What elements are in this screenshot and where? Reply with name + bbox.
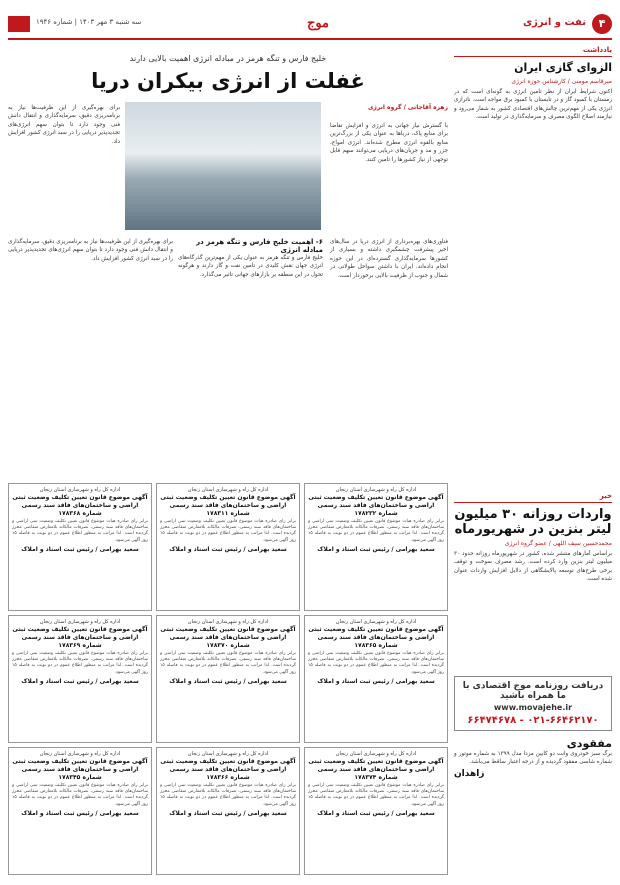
notice-org: اداره کل راه و شهرسازی استان زنجان (335, 619, 417, 625)
notice-body: برابر رای صادره هیات موضوع قانون تعیین تکلیف وضعیت ثبتی اراضی و ساختمان‌های فاقد سند رسمی، تصرفات مالکانه بلامعارض متقاضی محرز گردیده است. لذا مراتب به منظور اطلاع عموم در دو نوبت به فاصله ۱۵ روز آگهی می‌شود. (160, 783, 296, 807)
article-supertitle: خلیج فارس و تنگه هرمز در مبادله انرژی اهمیت بالایی دارند (129, 54, 327, 63)
page-number: ۴ (592, 14, 612, 34)
ad-line-1: دریافت روزنامه موج اقتصادی با ما همراه باشید (462, 681, 604, 701)
notice-title: آگهی موضوع قانون تعیین تکلیف وضعیت ثبتی اراضی و ساختمان‌های فاقد سند رسمی (308, 494, 444, 509)
notice-body: برابر رای صادره هیات موضوع قانون تعیین تکلیف وضعیت ثبتی اراضی و ساختمان‌های فاقد سند رسمی، تصرفات مالکانه بلامعارض متقاضی محرز گردیده است. لذا مراتب به منظور اطلاع عموم در دو نوبت به فاصله ۱۵ روز آگهی می‌شود. (12, 519, 148, 543)
sidebar (454, 46, 612, 876)
article-column-3-wrap (178, 238, 323, 279)
masthead-brand: موج (306, 16, 330, 31)
notice-title: آگهی موضوع قانون تعیین تکلیف وضعیت ثبتی اراضی و ساختمان‌های فاقد سند رسمی (12, 494, 148, 509)
sidebar-kicker: یادداشت (454, 46, 612, 57)
sidebar-body: اکنون شرایط ایران از نظر تامین انرژی به گونه‌ای است که در زمستان با کمبود گاز و در تابستان با کمبود برق مواجه است. ناترازی انرژی یکی از مهم‌ترین چالش‌های اقتصادی کشور به شمار می‌رود و نیازمند اصلاح الگوی مصرف و سرمایه‌گذاری در تولید است. (454, 89, 612, 121)
lost-city: زاهدان (454, 768, 485, 779)
ad-phone: ۰۲۱-۶۶۴۶۲۱۷۰ - ۶۶۴۷۴۶۷۸ (467, 715, 599, 726)
news-byline: محمدحسین سیف اللهی / عضو گروه انرژی (504, 540, 612, 547)
notice-signature: سعید بهرامی / رئیس ثبت اسناد و املاک (169, 677, 287, 685)
notice-title: آگهی موضوع قانون تعیین تکلیف وضعیت ثبتی اراضی و ساختمان‌های فاقد سند رسمی (12, 626, 148, 641)
sidebar-byline: میرقاسم مومنی / کارشناس حوزه انرژی (511, 78, 612, 85)
ad-website: www.movajehe.ir (493, 703, 573, 712)
notice-body: برابر رای صادره هیات موضوع قانون تعیین تکلیف وضعیت ثبتی اراضی و ساختمان‌های فاقد سند رسمی، تصرفات مالکانه بلامعارض متقاضی محرز گردیده است. لذا مراتب به منظور اطلاع عموم در دو نوبت به فاصله ۱۵ روز آگهی می‌شود. (308, 783, 444, 807)
notice-org: اداره کل راه و شهرسازی استان زنجان (187, 751, 269, 757)
main-article (8, 46, 448, 101)
issue-date: سه شنبه ۳ مهر ۱۴۰۳ | شماره ۱۹۴۶ (36, 18, 142, 26)
news-kicker: خبر (454, 492, 612, 503)
article-column-2: فناوری‌های بهره‌برداری از انرژی دریا در سال‌های اخیر پیشرفت چشمگیری داشته و بسیاری از کشورها سرمایه‌گذاری گسترده‌ای در این حوزه انجام داده‌اند. ایران با داشتن سواحل طولانی در شمال و جنوب از ظرفیت بالایی برخوردار است. (330, 239, 448, 279)
notice-box (304, 615, 448, 743)
article-author: زهره آقاجانی / گروه انرژی (367, 104, 448, 111)
notice-box (156, 483, 300, 611)
notice-org: اداره کل راه و شهرسازی استان زنجان (187, 487, 269, 493)
lost-body: برگ سبز خودروی وانت دو کابین مزدا مدل ۱۳۹۹ به شماره موتور و شماره شاسی مفقود گردیده و از درجه اعتبار ساقط می‌باشد. (454, 751, 612, 766)
notice-box (8, 615, 152, 743)
notice-body: برابر رای صادره هیات موضوع قانون تعیین تکلیف وضعیت ثبتی اراضی و ساختمان‌های فاقد سند رسمی، تصرفات مالکانه بلامعارض متقاضی محرز گردیده است. لذا مراتب به منظور اطلاع عموم در دو نوبت به فاصله ۱۵ روز آگهی می‌شود. (160, 651, 296, 675)
news-title: واردات روزانه ۳۰ میلیون لیتر بنزین در شهریورماه (454, 507, 612, 537)
legal-notices (8, 483, 448, 876)
notice-signature: سعید بهرامی / رئیس ثبت اسناد و املاک (317, 677, 435, 685)
notice-number: شماره ۱۷۸۳۴۵ (58, 774, 102, 781)
notice-body: برابر رای صادره هیات موضوع قانون تعیین تکلیف وضعیت ثبتی اراضی و ساختمان‌های فاقد سند رسمی، تصرفات مالکانه بلامعارض متقاضی محرز گردیده است. لذا مراتب به منظور اطلاع عموم در دو نوبت به فاصله ۱۵ روز آگهی می‌شود. (12, 651, 148, 675)
notice-title: آگهی موضوع قانون تعیین تکلیف وضعیت ثبتی اراضی و ساختمان‌های فاقد سند رسمی (308, 626, 444, 641)
notice-title: آگهی موضوع قانون تعیین تکلیف وضعیت ثبتی اراضی و ساختمان‌های فاقد سند رسمی (308, 758, 444, 773)
news-body: براساس آمارهای منتشر شده، کشور در شهریورماه روزانه حدود ۳۰ میلیون لیتر بنزین وارد کرده است. رشد مصرف سوخت و توقف برخی طرح‌های توسعه پالایشگاهی از دلایل افزایش واردات عنوان شده است. (454, 551, 612, 583)
lost-notice (454, 737, 612, 779)
notice-signature: سعید بهرامی / رئیس ثبت اسناد و املاک (21, 677, 139, 685)
notice-box (156, 615, 300, 743)
page-header (8, 14, 612, 42)
notice-signature: سعید بهرامی / رئیس ثبت اسناد و املاک (169, 545, 287, 553)
notice-signature: سعید بهرامی / رئیس ثبت اسناد و املاک (21, 809, 139, 817)
article-column-4: برای بهره‌گیری از این ظرفیت‌ها نیاز به برنامه‌ریزی دقیق، سرمایه‌گذاری و انتقال دانش فنی وجود دارد تا بتوان سهم انرژی‌های تجدیدپذیر دریایی را در سبد انرژی کشور افزایش داد. (8, 105, 120, 145)
notice-number: شماره ۱۷۸۲۳۲ (354, 510, 398, 517)
article-column-1: با گسترش نیاز جهانی به انرژی و افزایش تقاضا برای منابع پاک، دریاها به عنوان یکی از بزرگ‌ترین منابع بالقوه انرژی مطرح شده‌اند. انرژی امواج، جزر و مد و جریان‌های دریایی می‌توانند سهم قابل توجهی از نیاز کشورها را تامین کنند. (330, 123, 448, 163)
notice-number: شماره ۱۷۸۳۷۴ (354, 774, 398, 781)
notice-box (8, 483, 152, 611)
paper-logo-icon (8, 16, 30, 32)
notice-org: اداره کل راه و شهرسازی استان زنجان (39, 619, 121, 625)
notice-title: آگهی موضوع قانون تعیین تکلیف وضعیت ثبتی اراضی و ساختمان‌های فاقد سند رسمی (160, 494, 296, 509)
notice-signature: سعید بهرامی / رئیس ثبت اسناد و املاک (317, 545, 435, 553)
subscription-ad (454, 676, 612, 731)
notice-org: اداره کل راه و شهرسازی استان زنجان (335, 487, 417, 493)
notice-signature: سعید بهرامی / رئیس ثبت اسناد و املاک (317, 809, 435, 817)
notice-number: شماره ۱۷۸۳۶۸ (58, 510, 102, 517)
notice-body: برابر رای صادره هیات موضوع قانون تعیین تکلیف وضعیت ثبتی اراضی و ساختمان‌های فاقد سند رسمی، تصرفات مالکانه بلامعارض متقاضی محرز گردیده است. لذا مراتب به منظور اطلاع عموم در دو نوبت به فاصله ۱۵ روز آگهی می‌شود. (308, 519, 444, 543)
notice-number: شماره ۱۷۸۳۶۹ (58, 642, 102, 649)
sidebar-title: الزوای گازی ایران (514, 61, 612, 74)
notice-box (8, 747, 152, 875)
notice-number: شماره ۱۷۸۳۷۰ (206, 642, 250, 649)
notice-title: آگهی موضوع قانون تعیین تکلیف وضعیت ثبتی اراضی و ساختمان‌های فاقد سند رسمی (160, 626, 296, 641)
notice-box (304, 747, 448, 875)
notice-org: اداره کل راه و شهرسازی استان زنجان (335, 751, 417, 757)
notice-title: آگهی موضوع قانون تعیین تکلیف وضعیت ثبتی اراضی و ساختمان‌های فاقد سند رسمی (12, 758, 148, 773)
notice-number: شماره ۱۷۸۳۶۶ (206, 774, 250, 781)
notice-number: شماره ۱۷۸۳۱۱ (206, 510, 250, 517)
article-column-3: خلیج فارس و تنگه هرمز به عنوان یکی از مهم‌ترین گذرگاه‌های انرژی جهان نقش کلیدی در تامین نفت و گاز دارند و هرگونه تحول در این منطقه بر بازارهای جهانی تاثیر می‌گذارد. (178, 255, 323, 278)
article-title: غفلت از انرژی بیکران دریا (91, 69, 365, 93)
notice-org: اداره کل راه و شهرسازی استان زنجان (39, 751, 121, 757)
notice-box (156, 747, 300, 875)
lost-title: مفقودی (566, 737, 612, 750)
notice-signature: سعید بهرامی / رئیس ثبت اسناد و املاک (21, 545, 139, 553)
notice-body: برابر رای صادره هیات موضوع قانون تعیین تکلیف وضعیت ثبتی اراضی و ساختمان‌های فاقد سند رسمی، تصرفات مالکانه بلامعارض متقاضی محرز گردیده است. لذا مراتب به منظور اطلاع عموم در دو نوبت به فاصله ۱۵ روز آگهی می‌شود. (12, 783, 148, 807)
article-midhead: ۶- اهمیت خلیج فارس و تنگه هرمز در مبادله انرژی (196, 238, 323, 254)
notice-box (304, 483, 448, 611)
section-title: نفت و انرژی (522, 17, 586, 28)
notice-body: برابر رای صادره هیات موضوع قانون تعیین تکلیف وضعیت ثبتی اراضی و ساختمان‌های فاقد سند رسمی، تصرفات مالکانه بلامعارض متقاضی محرز گردیده است. لذا مراتب به منظور اطلاع عموم در دو نوبت به فاصله ۱۵ روز آگهی می‌شود. (160, 519, 296, 543)
notice-number: شماره ۱۷۸۳۶۵ (354, 642, 398, 649)
header-rule (8, 38, 612, 40)
notice-body: برابر رای صادره هیات موضوع قانون تعیین تکلیف وضعیت ثبتی اراضی و ساختمان‌های فاقد سند رسمی، تصرفات مالکانه بلامعارض متقاضی محرز گردیده است. لذا مراتب به منظور اطلاع عموم در دو نوبت به فاصله ۱۵ روز آگهی می‌شود. (308, 651, 444, 675)
notice-title: آگهی موضوع قانون تعیین تکلیف وضعیت ثبتی اراضی و ساختمان‌های فاقد سند رسمی (160, 758, 296, 773)
notice-org: اداره کل راه و شهرسازی استان زنجان (39, 487, 121, 493)
notice-org: اداره کل راه و شهرسازی استان زنجان (187, 619, 269, 625)
notice-signature: سعید بهرامی / رئیس ثبت اسناد و املاک (169, 809, 287, 817)
article-column-5: برای بهره‌گیری از این ظرفیت‌ها نیاز به برنامه‌ریزی دقیق، سرمایه‌گذاری و انتقال دانش فنی وجود دارد تا بتوان سهم انرژی‌های تجدیدپذیر دریایی را در سبد انرژی کشور افزایش داد. (8, 239, 173, 262)
sea-wave-photo (125, 102, 321, 230)
